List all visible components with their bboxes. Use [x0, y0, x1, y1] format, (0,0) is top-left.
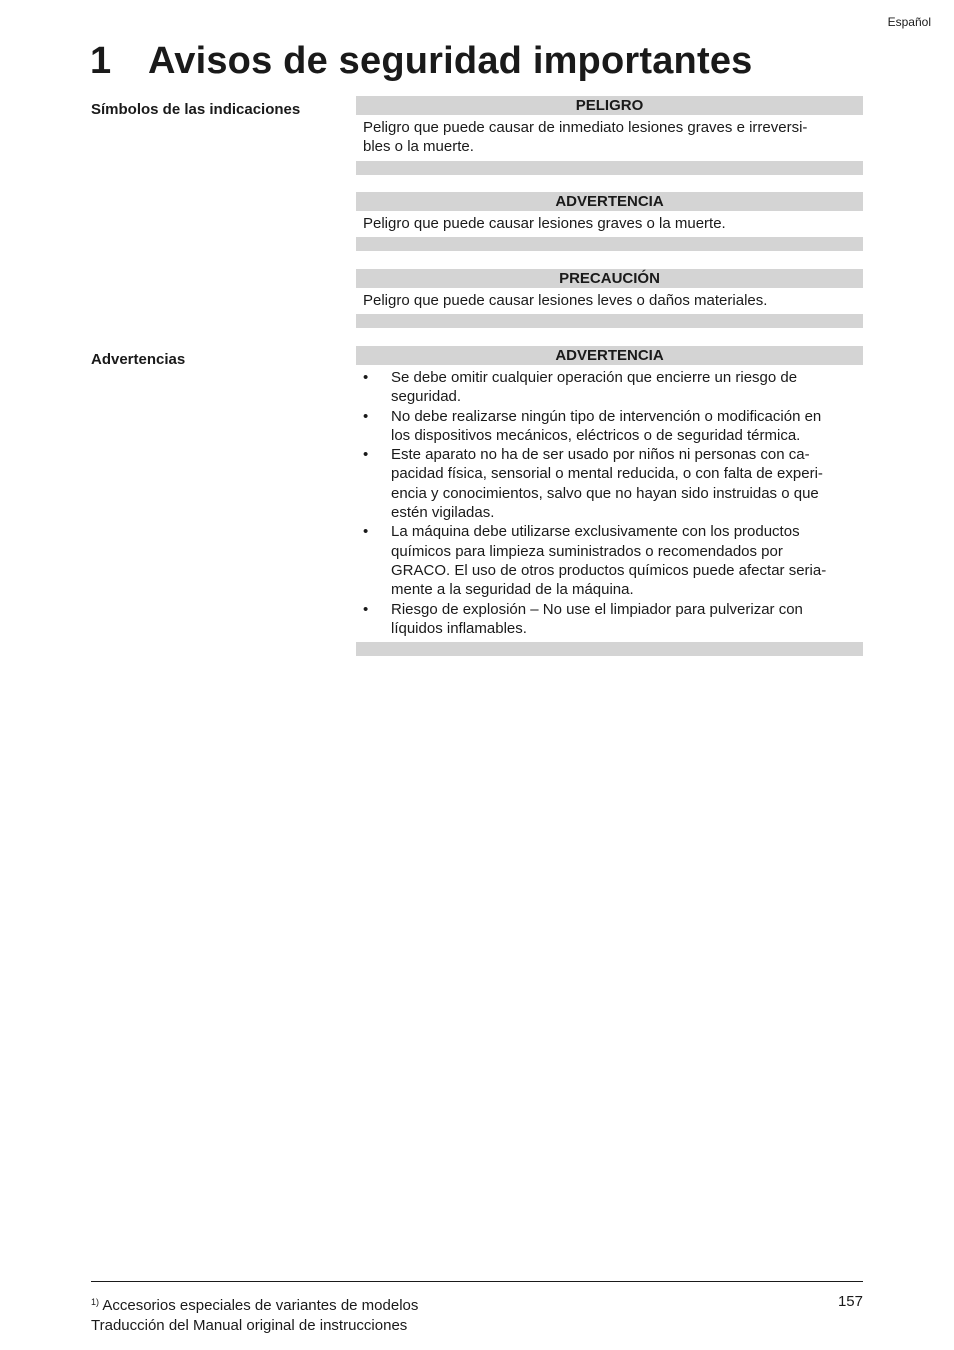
- notice-footer-bar: [356, 642, 863, 656]
- notice-heading: PRECAUCIÓN: [356, 269, 863, 288]
- page-footer: [91, 1292, 863, 1336]
- notice-heading: ADVERTENCIA: [356, 346, 863, 365]
- list-item-text: La máquina debe utilizarse exclusivamente con los productos químicos para limpieza suministrados o recomendados por GRACO. El uso de otros productos químicos puede afectar seria- mente a la seguridad de la máquina.: [391, 523, 827, 599]
- footnote: [91, 1292, 863, 1316]
- notice-footer-bar: [356, 161, 863, 175]
- notice-text: Peligro que puede causar lesiones graves o la muerte.: [363, 215, 726, 232]
- chapter-number: 1: [90, 40, 112, 82]
- notice-footer-bar: [356, 237, 863, 251]
- warnings-notice: [356, 346, 863, 656]
- chapter-title-text: Avisos de seguridad importantes: [148, 40, 753, 82]
- bullet-icon: •: [363, 523, 369, 541]
- warnings-section-label: Advertencias: [91, 351, 186, 368]
- notice-heading: ADVERTENCIA: [356, 192, 863, 211]
- footnote-mark: 1): [91, 1297, 100, 1307]
- notice-text: Peligro que puede causar de inmediato lesiones graves e irreversi- bles o la muerte.: [363, 119, 808, 156]
- manual-subtitle: Traducción del Manual original de instrucciones: [91, 1317, 408, 1334]
- language-label: Español: [887, 15, 931, 29]
- danger-notice: [356, 96, 863, 175]
- bullet-icon: •: [363, 446, 369, 464]
- list-item: [363, 368, 856, 407]
- footer-divider: [91, 1281, 863, 1282]
- page-number: 157: [837, 1293, 863, 1310]
- list-item-text: Este aparato no ha de ser usado por niños ni personas con ca- pacidad física, sensorial o mental reducida, o con falta de experi- encia y conocimientos, salvo que no hayan sido instruidas o que estén vigiladas.: [391, 446, 823, 522]
- warnings-list: [363, 368, 856, 638]
- list-item: [363, 407, 856, 446]
- bullet-icon: •: [363, 600, 369, 618]
- symbols-section-label: Símbolos de las indicaciones: [91, 101, 301, 118]
- list-item-text: Riesgo de explosión – No use el limpiador para pulverizar con líquidos inflamables.: [391, 600, 803, 637]
- bullet-icon: •: [363, 369, 369, 386]
- caution-notice: [356, 269, 863, 328]
- notice-heading: PELIGRO: [356, 96, 863, 115]
- list-item: [363, 445, 856, 522]
- notice-footer-bar: [356, 314, 863, 328]
- list-item-text: Se debe omitir cualquier operación que encierre un riesgo de seguridad.: [391, 369, 798, 406]
- notice-text: Peligro que puede causar lesiones leves o daños materiales.: [363, 292, 768, 309]
- chapter-title: [90, 40, 753, 83]
- bullet-icon: •: [363, 407, 369, 425]
- warnings-list-container: [356, 365, 863, 642]
- list-item: [363, 522, 856, 599]
- footnote-text: Accesorios especiales de variantes de modelos: [102, 1297, 419, 1314]
- list-item-text: No debe realizarse ningún tipo de intervención o modificación en los dispositivos mecánicos, eléctricos o de seguridad térmica.: [391, 407, 822, 444]
- warning-notice: [356, 192, 863, 251]
- list-item: [363, 600, 856, 639]
